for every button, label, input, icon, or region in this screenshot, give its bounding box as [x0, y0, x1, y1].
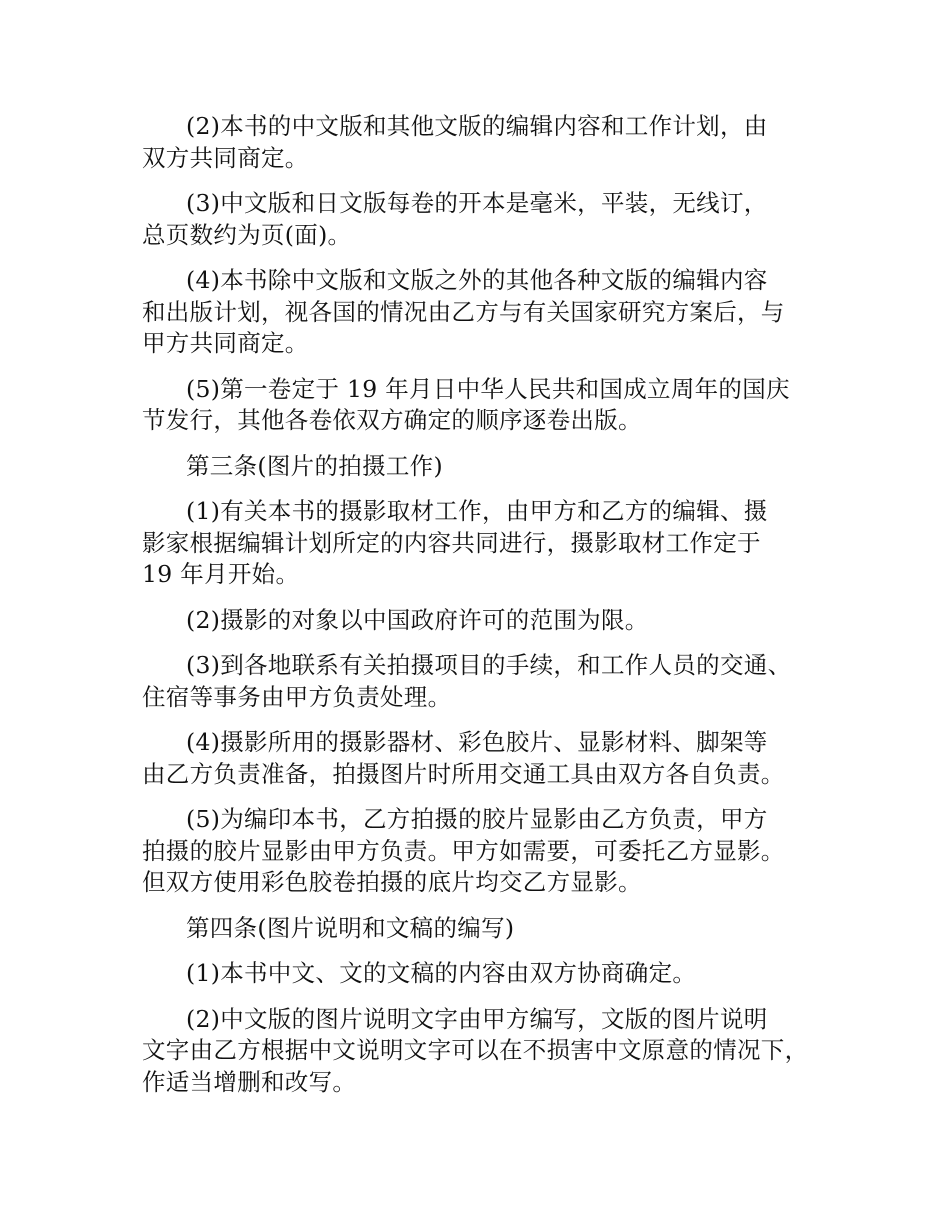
paragraph-3-5: (5)为编印本书，乙方拍摄的胶片显影由乙方负责，甲方 拍摄的胶片显影由甲方负责。甲方如需要，可委托乙方显影。 但双方使用彩色胶卷拍摄的底片均交乙方显影。 — [142, 805, 785, 896]
paragraph-3-2: (2)摄影的对象以中国政府许可的范围为限。 — [186, 605, 649, 634]
paragraph-2-5: (5)第一卷定于 19 年月日中华人民共和国成立周年的国庆 节发行，其他各卷依双方确定的顺序逐卷出版。 — [142, 374, 790, 434]
article-4-heading: 第四条(图片说明和文稿的编写) — [186, 913, 515, 942]
paragraph-4-2: (2)中文版的图片说明文字由甲方编写，文版的图片说明 文字由乙方根据中文说明文字可以在不损害中文原意的情况下， 作适当增删和改写。 — [142, 1004, 809, 1096]
paragraph-3-4: (4)摄影所用的摄影器材、彩色胶片、显影材料、脚架等 由乙方负责准备，拍摄图片时所用交通工具由双方各自负责。 — [142, 728, 785, 788]
paragraph-3-3: (3)到各地联系有关拍摄项目的手续，和工作人员的交通、 住宿等事务由甲方负责处理。 — [142, 651, 792, 711]
paragraph-3-1: (1)有关本书的摄影取材工作，由甲方和乙方的编辑、摄 影家根据编辑计划所定的内容共同进行，摄影取材工作定于 19 年月开始。 — [142, 497, 768, 588]
article-3-heading: 第三条(图片的拍摄工作) — [186, 451, 443, 480]
paragraph-2-3: (3)中文版和日文版每卷的开本是毫米，平装，无线订， 总页数约为页(面)。 — [142, 189, 768, 249]
paragraph-4-1: (1)本书中文、文的文稿的内容由双方协商确定。 — [186, 959, 697, 987]
paragraph-2-2: (2)本书的中文版和其他文版的编辑内容和工作计划，由 双方共同商定。 — [142, 112, 768, 172]
document-body — [142, 111, 822, 1112]
paragraph-2-4: (4)本书除中文版和文版之外的其他各种文版的编辑内容 和出版计划，视各国的情况由乙方与有关国家研究方案后，与 甲方共同商定。 — [142, 266, 785, 357]
